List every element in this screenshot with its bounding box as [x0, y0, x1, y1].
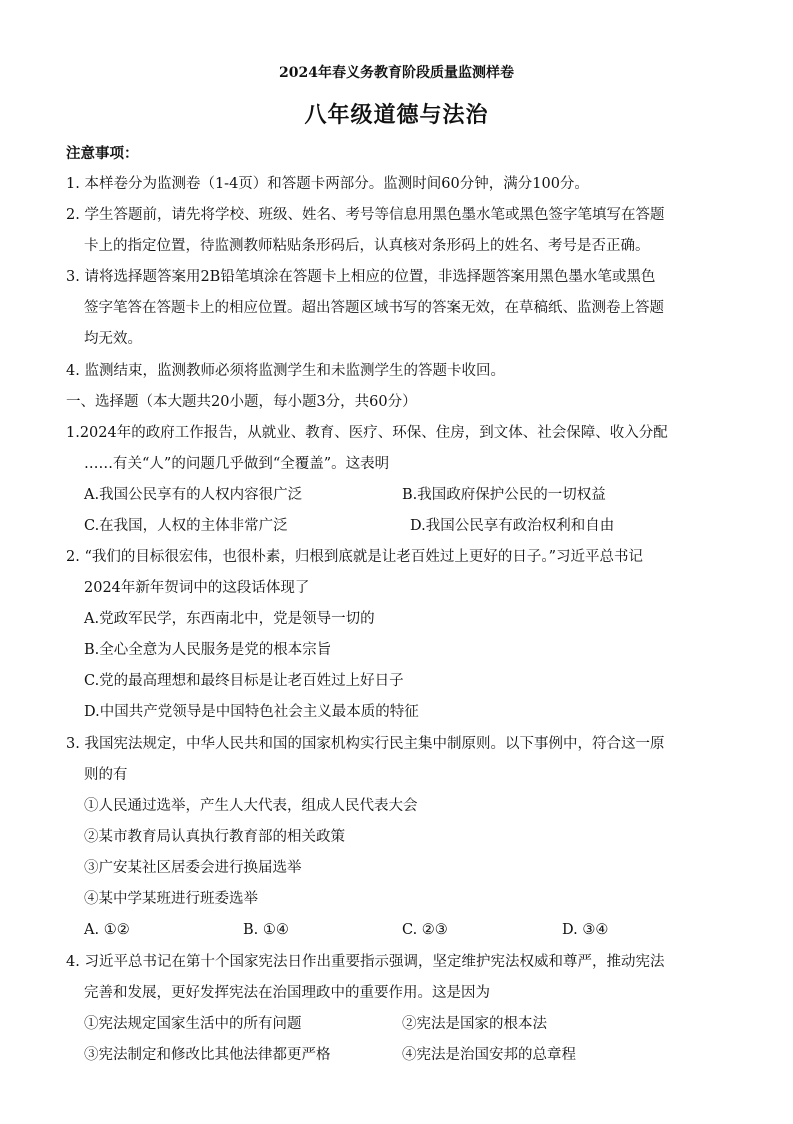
question-1-stem: 1.2024年的政府工作报告，从就业、教育、医疗、环保、住房，到文体、社会保障、收入分配	[66, 425, 668, 441]
notice-item-1: 1. 本样卷分为监测卷（1-4页）和答题卡两部分。监测时间60分钟，满分100分。	[66, 176, 589, 192]
notice-item-2-cont: 卡上的指定位置，待监测教师粘贴条形码后，认真核对条形码上的姓名、考号是否正确。	[84, 238, 650, 254]
question-3-option-d: D. ③④	[562, 922, 609, 938]
question-3-item-1: ①人民通过选举，产生人大代表，组成人民代表大会	[84, 798, 418, 814]
question-1-stem-cont: ……有关“人”的问题几乎做到“全覆盖”。这表明	[84, 456, 390, 472]
question-4-stem-cont: 完善和发展，更好发挥宪法在治国理政中的重要作用。这是因为	[84, 985, 490, 1001]
question-4-item-3: ③宪法制定和修改比其他法律都更严格	[84, 1047, 331, 1063]
notice-item-3: 3. 请将选择题答案用2B铅笔填涂在答题卡上相应的位置，非选择题答案用黑色墨水笔或黑色	[66, 269, 656, 285]
question-4-item-4: ④宪法是治国安邦的总章程	[402, 1047, 576, 1063]
section-title: 一、选择题（本大题共20小题，每小题3分，共60分）	[66, 394, 417, 410]
question-4-stem: 4. 习近平总书记在第十个国家宪法日作出重要指示强调，坚定维护宪法权威和尊严，推动宪法	[66, 954, 665, 970]
question-1-option-a: A.我国公民享有的人权内容很广泛	[84, 487, 303, 503]
notice-heading: 注意事项：	[66, 145, 139, 162]
question-3-option-c: C. ②③	[402, 922, 448, 938]
question-2-option-a: A.党政军民学，东西南北中，党是领导一切的	[84, 611, 375, 627]
question-3-item-3: ③广安某社区居委会进行换届选举	[84, 860, 302, 876]
question-1-option-b: B.我国政府保护公民的一切权益	[402, 487, 606, 503]
notice-item-3-cont: 签字笔答在答题卡上的相应位置。超出答题区域书写的答案无效，在草稿纸、监测卷上答题	[84, 300, 664, 316]
notice-item-3-cont2: 均无效。	[84, 331, 142, 347]
question-1-option-c: C.在我国，人权的主体非常广泛	[84, 518, 288, 534]
question-3-stem-cont: 则的有	[84, 767, 128, 783]
question-3-item-4: ④某中学某班进行班委选举	[84, 891, 258, 907]
exam-top-title: 2024年春义务教育阶段质量监测样卷	[279, 65, 514, 81]
question-3-option-a: A. ①②	[84, 922, 130, 938]
question-2-option-b: B.全心全意为人民服务是党的根本宗旨	[84, 642, 332, 658]
question-4-item-1: ①宪法规定国家生活中的所有问题	[84, 1016, 302, 1032]
notice-item-4: 4. 监测结束，监测教师必须将监测学生和未监测学生的答题卡收回。	[66, 363, 505, 379]
question-4-item-2: ②宪法是国家的根本法	[402, 1016, 547, 1032]
question-2-option-d: D.中国共产党领导是中国特色社会主义最本质的特征	[84, 704, 419, 720]
question-3-option-b: B. ①④	[243, 922, 289, 938]
question-2-option-c: C.党的最高理想和最终目标是让老百姓过上好日子	[84, 673, 404, 689]
notice-item-2: 2. 学生答题前，请先将学校、班级、姓名、考号等信息用黑色墨水笔或黑色签字笔填写在答题	[66, 207, 665, 223]
question-3-stem: 3. 我国宪法规定，中华人民共和国的国家机构实行民主集中制原则。以下事例中，符合这一原	[66, 736, 665, 752]
question-2-stem-cont: 2024年新年贺词中的这段话体现了	[84, 580, 310, 596]
exam-subject-title: 八年级道德与法治	[304, 102, 489, 128]
question-3-item-2: ②某市教育局认真执行教育部的相关政策	[84, 829, 345, 845]
question-2-stem: 2. “我们的目标很宏伟，也很朴素，归根到底就是让老百姓过上更好的日子。”习近平总书记	[66, 549, 644, 565]
question-1-option-d: D.我国公民享有政治权利和自由	[410, 518, 615, 534]
